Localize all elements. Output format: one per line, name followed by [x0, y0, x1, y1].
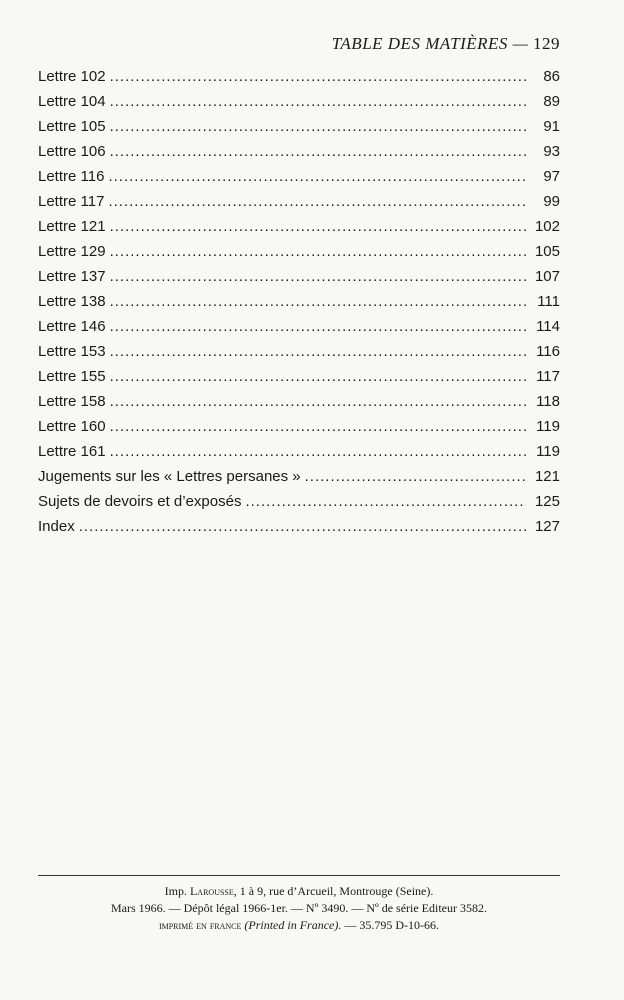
- toc-entry-page: 111: [537, 293, 560, 310]
- toc-entry-page: 119: [536, 443, 560, 460]
- toc-leader-dots: [110, 289, 526, 314]
- toc-entry: [38, 214, 560, 239]
- toc-leader-dots: [79, 514, 526, 539]
- toc-entry-page: 116: [536, 343, 560, 360]
- toc-entry: [38, 514, 560, 539]
- toc-leader-dots: [110, 264, 526, 289]
- toc-entry-label: Lettre 102: [38, 68, 106, 85]
- toc-entry: [38, 164, 560, 189]
- toc-entry-page: 105: [534, 243, 560, 260]
- toc-leader-dots: [108, 189, 526, 214]
- toc-entry-label: Lettre 104: [38, 93, 106, 110]
- toc-entry-page: 107: [534, 268, 560, 285]
- toc-entry: [38, 239, 560, 264]
- toc-entry-page: 89: [543, 93, 560, 110]
- toc-entry: [38, 339, 560, 364]
- toc-leader-dots: [110, 89, 526, 114]
- toc-entry: [38, 464, 560, 489]
- toc-leader-dots: [110, 64, 526, 89]
- toc-entry-page: 127: [534, 518, 560, 535]
- toc-entry-label: Lettre 117: [38, 193, 105, 210]
- toc-leader-dots: [110, 214, 526, 239]
- toc-entry-page: 121: [534, 468, 560, 485]
- imprint-address: 1 à 9, rue d’Arcueil, Montrouge (Seine).: [239, 884, 434, 898]
- printer-imprint: [38, 883, 560, 934]
- imprint-line-2: Mars 1966. — Dépôt légal 1966-1er. — Nº 3490. — Nº de série Editeur 3582.: [110, 901, 488, 915]
- toc-entry-label: Index: [38, 518, 75, 535]
- running-head-title: TABLE DES MATIÈRES —: [331, 34, 529, 53]
- toc-entry: [38, 89, 560, 114]
- footer-divider: [38, 875, 560, 876]
- toc-entry: [38, 439, 560, 464]
- toc-leader-dots: [108, 164, 526, 189]
- toc-leader-dots: [110, 114, 526, 139]
- toc-leader-dots: [110, 389, 526, 414]
- toc-entry-label: Lettre 121: [38, 218, 106, 235]
- toc-entry-page: 97: [543, 168, 560, 185]
- toc-entry-page: 125: [534, 493, 560, 510]
- toc-entry-label: Lettre 160: [38, 418, 106, 435]
- toc-entry-page: 91: [543, 118, 560, 135]
- toc-leader-dots: [110, 439, 526, 464]
- toc-entry-page: 86: [543, 68, 560, 85]
- toc-entry-label: Sujets de devoirs et d’exposés: [38, 493, 242, 510]
- toc-entry: [38, 189, 560, 214]
- toc-entry-label: Lettre 161: [38, 443, 106, 460]
- imprint-printed-in: imprimé en france: [158, 918, 242, 932]
- toc-leader-dots: [305, 464, 526, 489]
- running-head: [0, 34, 560, 54]
- toc-leader-dots: [110, 314, 526, 339]
- toc-entry-page: 119: [536, 418, 560, 435]
- toc-entry-label: Lettre 153: [38, 343, 106, 360]
- toc-entry-label: Jugements sur les « Lettres persanes »: [38, 468, 301, 485]
- toc-entry-page: 99: [543, 193, 560, 210]
- toc-entry-label: Lettre 138: [38, 293, 106, 310]
- toc-entry: [38, 114, 560, 139]
- imprint-printed-in-english: (Printed in France).: [244, 918, 342, 932]
- toc-entry-label: Lettre 137: [38, 268, 106, 285]
- toc-leader-dots: [110, 239, 526, 264]
- toc-entry-page: 117: [536, 368, 560, 385]
- toc-entry: [38, 389, 560, 414]
- toc-entry-label: Lettre 155: [38, 368, 106, 385]
- imprint-line-1: [38, 883, 560, 900]
- toc-leader-dots: [110, 414, 526, 439]
- table-of-contents: [38, 64, 560, 539]
- toc-entry: [38, 414, 560, 439]
- imprint-code: — 35.795 D-10-66.: [344, 918, 440, 932]
- toc-entry-label: Lettre 106: [38, 143, 106, 160]
- toc-entry-page: 118: [536, 393, 560, 410]
- toc-entry: [38, 489, 560, 514]
- toc-entry-label: Lettre 105: [38, 118, 106, 135]
- toc-entry-label: Lettre 146: [38, 318, 106, 335]
- toc-entry: [38, 139, 560, 164]
- toc-entry: [38, 264, 560, 289]
- toc-entry: [38, 364, 560, 389]
- toc-entry: [38, 289, 560, 314]
- toc-entry-label: Lettre 116: [38, 168, 105, 185]
- toc-entry-label: Lettre 158: [38, 393, 106, 410]
- toc-entry-label: Lettre 129: [38, 243, 106, 260]
- imprint-printer-name: Larousse,: [189, 884, 237, 898]
- toc-leader-dots: [110, 339, 526, 364]
- toc-entry-page: 114: [536, 318, 560, 335]
- imprint-prefix: Imp.: [164, 884, 187, 898]
- toc-entry-page: 102: [534, 218, 560, 235]
- toc-leader-dots: [110, 139, 526, 164]
- page-number: 129: [533, 34, 560, 53]
- imprint-line-3: [38, 917, 560, 934]
- toc-entry: [38, 64, 560, 89]
- toc-leader-dots: [245, 489, 526, 514]
- toc-entry: [38, 314, 560, 339]
- toc-entry-page: 93: [543, 143, 560, 160]
- toc-leader-dots: [110, 364, 526, 389]
